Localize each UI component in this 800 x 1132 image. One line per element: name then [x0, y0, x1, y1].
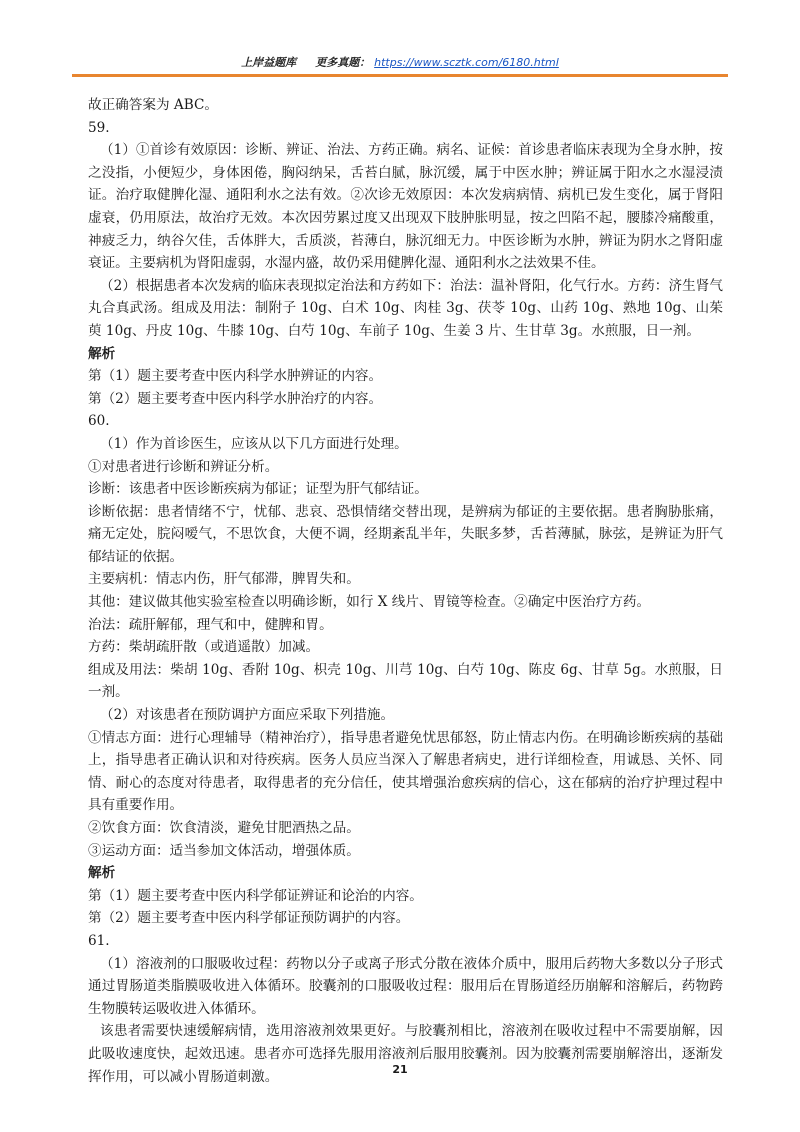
paragraph: 治法：疏肝解郁，理气和中，健脾和胃。 — [88, 616, 333, 633]
paragraph: ①情志方面：进行心理辅导（精神治疗），指导患者避免忧思郁怒，防止情志内伤。在明确诊断疾病的基础上，指导患者正确认识和对待疾病。医务人员应当深入了解患者病史，进行详细检查，用诚恳、关怀、同情、耐心的态度对待患者，取得患者的充分信任，使其增强治愈疾病的信心，这在郁病的治疗护理过程中具有重要作用。 — [88, 729, 723, 814]
paragraph: （2）对该患者在预防调护方面应采取下列措施。 — [100, 707, 395, 724]
paragraph: 解析 — [88, 865, 116, 882]
paragraph: 方药：柴胡疏肝散（或逍遥散）加减。 — [88, 639, 320, 656]
paragraph: 第（1）题主要考查中医内科学郁证辨证和论治的内容。 — [88, 887, 423, 904]
paragraph: （2）根据患者本次发病的临床表现拟定治法和方药如下：治法：温补肾阳，化气行水。方药：济生肾气丸合真武汤。组成及用法：制附子 10g、白术 10g、肉桂 3g、茯苓 10g、山药 10g、熟地 10g、山茱萸 10g、丹皮 10g、牛膝 10g、白芍 10g、车前子 10g、生姜 3 片、生甘草 3g。水煎服，日一剂。 — [88, 277, 723, 339]
paragraph: 该患者需要快速缓解病情，选用溶液剂效果更好。与胶囊剂相比，溶液剂在吸收过程中不需要崩解，因此吸收速度快，起效迅速。患者亦可选择先服用溶液剂后服用胶囊剂。因为胶囊剂需要崩解溶出，逐渐发挥作用，可以减小胃肠道刺激。 — [88, 1023, 723, 1085]
paragraph: 诊断依据：患者情绪不宁，忧郁、悲哀、恐惧情绪交替出现，是辨病为郁证的主要依据。患者胸胁胀痛，痛无定处，脘闷嗳气，不思饮食，大便不调，经期紊乱半年，失眠多梦，舌苔薄腻，脉弦，是辨证为肝气郁结证的依据。 — [88, 503, 723, 565]
source-link[interactable]: https://www.scztk.com/6180.html — [374, 56, 559, 69]
page-header — [72, 54, 728, 74]
brand-name: 上岸益题库 — [241, 56, 297, 69]
paragraph: ②饮食方面：饮食清淡，避免甘肥酒热之品。 — [88, 820, 360, 836]
paragraph: 59. — [88, 119, 110, 136]
paragraph: 故正确答案为 ABC。 — [88, 97, 218, 113]
paragraph: 组成及用法：柴胡 10g、香附 10g、枳壳 10g、川芎 10g、白芍 10g、陈皮 6g、甘草 5g。水煎服，日一剂。 — [88, 661, 723, 701]
paragraph: 第（2）题主要考查中医内科学郁证预防调护的内容。 — [88, 910, 410, 927]
paragraph: 第（2）题主要考查中医内科学水肿治疗的内容。 — [88, 390, 383, 407]
page-number: 21 — [392, 1063, 408, 1076]
paragraph: 61. — [88, 932, 110, 949]
paragraph: ③运动方面：适当参加文体活动，增强体质。 — [88, 842, 360, 859]
paragraph: 其他：建议做其他实验室检查以明确诊断，如行 X 线片、胃镜等检查。②确定中医治疗方药。 — [88, 594, 651, 611]
document-body — [88, 94, 723, 1088]
more-label: 更多真题： — [315, 56, 371, 69]
paragraph: 第（1）题主要考查中医内科学水肿辨证的内容。 — [88, 368, 383, 385]
paragraph: 解析 — [88, 345, 116, 362]
paragraph: 诊断：该患者中医诊断疾病为郁证；证型为肝气郁结证。 — [88, 481, 428, 498]
paragraph: （1）①首诊有效原因：诊断、辨证、治法、方药正确。病名、证候：首诊患者临床表现为全身水肿，按之没指，小便短少，身体困倦，胸闷纳呆，舌苔白腻，脉沉缓，属于中医水肿；辨证属于阳水之水湿浸渍证。治疗取健脾化湿、通阳利水之法有效。②次诊无效原因：本次发病病情、病机已发生变化，属于肾阳虚衰，仍用原法，故治疗无效。本次因劳累过度又出现双下肢肿胀明显，按之凹陷不起，腰膝冷痛酸重，神疲乏力，纳谷欠佳，舌体胖大，舌质淡，苔薄白，脉沉细无力。中医诊断为水肿，辨证为阴水之肾阳虚衰证。主要病机为肾阳虚弱，水湿内盛，故仍采用健脾化湿、通阳利水之法效果不佳。 — [88, 142, 723, 272]
header-divider — [72, 74, 728, 77]
paragraph: 60. — [88, 413, 110, 430]
paragraph: （1）作为首诊医生，应该从以下几方面进行处理。 — [100, 435, 408, 452]
paragraph: （1）溶液剂的口服吸收过程：药物以分子或离子形式分散在液体介质中，服用后药物大多数以分子形式通过胃肠道类脂膜吸收进入体循环。胶囊剂的口服吸收过程：服用后在胃肠道经历崩解和溶解后，药物跨生物膜转运吸收进入体循环。 — [88, 955, 723, 1017]
paragraph: 主要病机：情志内伤，肝气郁滞，脾胃失和。 — [88, 571, 360, 588]
paragraph: ①对患者进行诊断和辨证分析。 — [88, 458, 279, 475]
